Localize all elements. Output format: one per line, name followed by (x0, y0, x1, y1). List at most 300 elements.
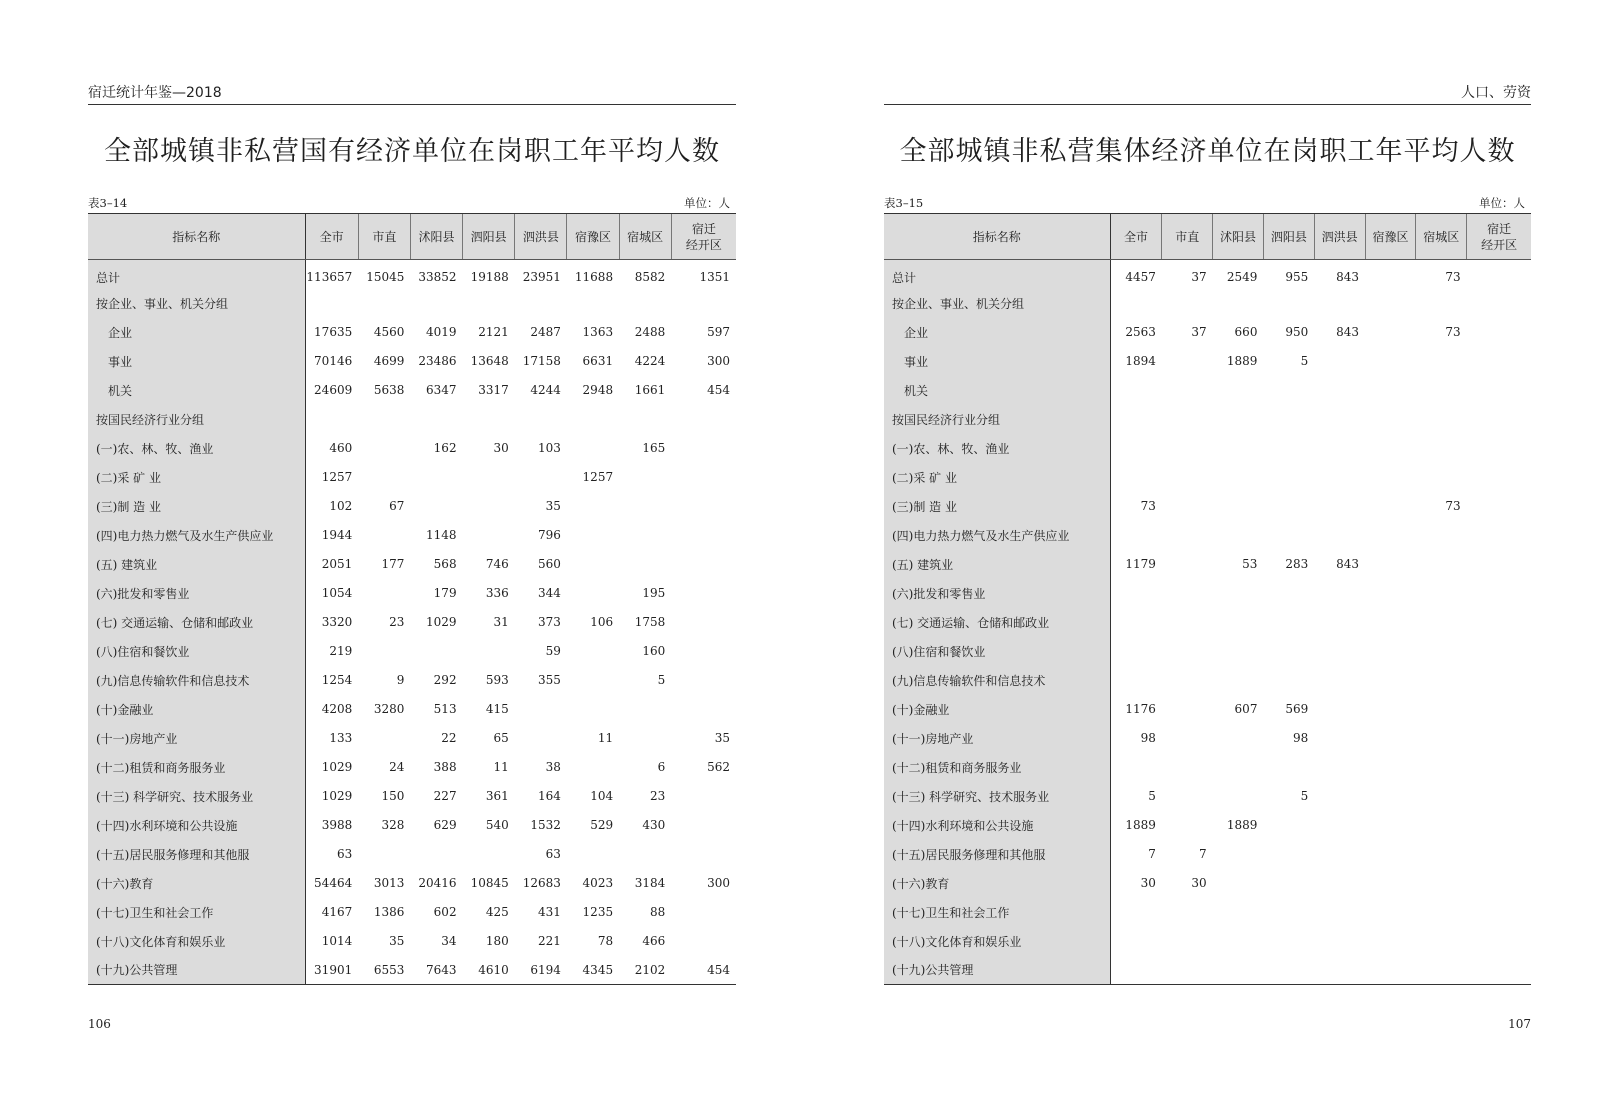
table-cell (1110, 637, 1162, 666)
table-cell: 660 (1234, 325, 1258, 339)
table-cell: 1944 (321, 528, 353, 542)
table-cell (1213, 579, 1264, 608)
table-cell (1467, 637, 1531, 666)
table-cell (567, 521, 619, 550)
column-header: 全市 (1110, 214, 1162, 260)
row-label: (八)住宿和餐饮业 (88, 637, 305, 666)
table-cell: 102 (329, 499, 353, 513)
table-cell (671, 898, 736, 927)
table-cell: 597 (707, 325, 730, 339)
table-cell (410, 637, 462, 666)
table-cell (1213, 898, 1264, 927)
table-cell: 11 (493, 760, 509, 774)
table-unit: 单位：人 (1479, 196, 1525, 210)
row-label: (十)金融业 (884, 695, 1110, 724)
table-cell: 300 (707, 354, 730, 368)
table-cell: 63 (336, 847, 353, 861)
table-cell (1416, 869, 1467, 898)
table-cell: 2948 (582, 383, 614, 397)
table-cell (1365, 898, 1416, 927)
table-cell (671, 521, 736, 550)
table-cell (1416, 724, 1467, 753)
table-cell: 227 (433, 789, 457, 803)
table-cell (671, 782, 736, 811)
table-row (88, 666, 736, 695)
table-cell: 425 (485, 905, 509, 919)
table-cell (1263, 434, 1314, 463)
table-cell (1416, 376, 1467, 405)
table-cell: 1889 (1226, 354, 1258, 368)
table-cell: 98 (1292, 731, 1309, 745)
table-row (884, 579, 1531, 608)
table-cell: 460 (329, 441, 353, 455)
table-cell (1213, 463, 1264, 492)
table-cell: 283 (1285, 557, 1309, 571)
table-cell (1162, 956, 1213, 985)
table-row (884, 724, 1531, 753)
table-row (88, 869, 736, 898)
table-cell: 1254 (321, 673, 353, 687)
table-cell (567, 666, 619, 695)
row-label: (十七)卫生和社会工作 (884, 898, 1110, 927)
row-label: 事业 (88, 347, 305, 376)
row-label: (三)制 造 业 (88, 492, 305, 521)
row-label: (十一)房地产业 (884, 724, 1110, 753)
table-cell (1213, 608, 1264, 637)
table-cell (1314, 376, 1365, 405)
table-cell (1263, 579, 1314, 608)
table-cell (567, 695, 619, 724)
table-row (88, 260, 736, 289)
table-cell (1467, 550, 1531, 579)
table-cell (358, 463, 410, 492)
table-cell: 2051 (321, 557, 353, 571)
table-cell: 5 (657, 673, 666, 687)
row-label: 企业 (88, 318, 305, 347)
table-cell: 17635 (314, 325, 353, 339)
table-cell (1467, 405, 1531, 434)
column-header: 宿迁 经开区 (1467, 214, 1531, 260)
table-cell: 431 (538, 905, 561, 919)
row-label: (二)采 矿 业 (884, 463, 1110, 492)
table-cell: 12683 (522, 876, 561, 890)
table-cell (1467, 289, 1531, 318)
table-cell (1467, 956, 1531, 985)
table-cell (1314, 782, 1365, 811)
table-row (88, 521, 736, 550)
page-title: 全部城镇非私营集体经济单位在岗职工年平均人数 (899, 136, 1516, 167)
table-cell (1416, 840, 1467, 869)
table-meta (88, 195, 736, 213)
table-cell (1314, 724, 1365, 753)
table-cell (1365, 869, 1416, 898)
table-cell (1314, 289, 1365, 318)
table-row (884, 869, 1531, 898)
table-cell (1213, 927, 1264, 956)
row-label: (一)农、林、牧、渔业 (884, 434, 1110, 463)
table-cell (1162, 666, 1213, 695)
table-cell (619, 405, 671, 434)
table-cell (671, 289, 736, 318)
table-cell (1110, 956, 1162, 985)
table-cell (1467, 492, 1531, 521)
row-label: (十)金融业 (88, 695, 305, 724)
table-cell (1162, 347, 1213, 376)
table-cell: 20416 (418, 876, 457, 890)
table-cell: 593 (485, 673, 509, 687)
table-cell (1365, 289, 1416, 318)
column-header: 泗阳县 (463, 214, 515, 260)
table-cell: 602 (433, 905, 457, 919)
table-cell (1263, 376, 1314, 405)
table-cell (358, 434, 410, 463)
table-cell: 1661 (634, 383, 666, 397)
table-cell (619, 289, 671, 318)
row-label: (六)批发和零售业 (88, 579, 305, 608)
table-cell (1263, 289, 1314, 318)
table-cell (671, 463, 736, 492)
column-header: 宿城区 (619, 214, 671, 260)
table-cell: 4019 (426, 325, 457, 339)
table-cell: 355 (538, 673, 561, 687)
table-cell (1365, 724, 1416, 753)
row-label: (十四)水利环境和公共设施 (884, 811, 1110, 840)
table-cell (358, 724, 410, 753)
table-cell (1263, 869, 1314, 898)
table-cell: 24609 (314, 383, 353, 397)
table-cell (358, 840, 410, 869)
table-cell (410, 405, 462, 434)
table-cell (463, 492, 515, 521)
table-cell (1365, 956, 1416, 985)
table-cell: 23 (649, 789, 666, 803)
table-cell: 35 (389, 934, 405, 948)
table-cell: 5 (1148, 789, 1156, 803)
table-cell (1416, 956, 1467, 985)
row-label: 机关 (884, 376, 1110, 405)
table-cell (1365, 579, 1416, 608)
table-cell: 540 (485, 818, 509, 832)
table-cell: 955 (1285, 270, 1309, 285)
table-cell (463, 637, 515, 666)
table-row (884, 434, 1531, 463)
table-cell: 3184 (634, 876, 666, 890)
table-cell: 843 (1336, 557, 1360, 571)
table-cell: 3988 (321, 818, 353, 832)
table-number: 表3–15 (884, 196, 924, 210)
table-cell (1263, 898, 1314, 927)
table-cell: 88 (649, 905, 666, 919)
row-label: 按企业、事业、机关分组 (88, 289, 305, 318)
table-cell: 33852 (418, 270, 457, 285)
table-cell (1365, 550, 1416, 579)
table-cell (1213, 434, 1264, 463)
table-cell: 73 (1445, 325, 1461, 339)
table-cell: 17158 (522, 354, 561, 368)
row-label: (十九)公共管理 (884, 956, 1110, 985)
table-cell (1263, 463, 1314, 492)
table-cell: 1758 (634, 615, 666, 629)
table-cell (619, 695, 671, 724)
table-cell: 746 (485, 557, 509, 571)
column-header: 市直 (1162, 214, 1213, 260)
table-cell (1314, 840, 1365, 869)
table-cell (567, 637, 619, 666)
stat-table (88, 213, 736, 985)
table-cell: 2121 (478, 325, 509, 339)
table-cell (1467, 898, 1531, 927)
table-row (884, 811, 1531, 840)
table-cell (567, 405, 619, 434)
table-cell (358, 289, 410, 318)
table-cell (1467, 782, 1531, 811)
table-row (88, 318, 736, 347)
table-cell (1416, 347, 1467, 376)
table-cell (1213, 956, 1264, 985)
running-head: 宿迁统计年鉴—2018 (88, 83, 736, 105)
table-cell (1110, 666, 1162, 695)
table-cell: 430 (642, 818, 666, 832)
table-cell (1365, 927, 1416, 956)
table-cell (671, 637, 736, 666)
table-cell (1162, 724, 1213, 753)
table-cell (567, 579, 619, 608)
table-cell (1213, 753, 1264, 782)
table-cell: 1889 (1125, 818, 1156, 832)
table-cell: 1176 (1125, 702, 1156, 716)
table-cell (1110, 289, 1162, 318)
table-cell: 843 (1336, 325, 1360, 339)
table-cell: 300 (707, 876, 730, 890)
table-cell: 35 (545, 499, 561, 513)
table-cell (1314, 927, 1365, 956)
table-cell: 7643 (410, 956, 462, 985)
row-label: 总计 (88, 260, 305, 289)
row-label: (四)电力热力燃气及水生产供应业 (884, 521, 1110, 550)
table-row (88, 289, 736, 318)
table-cell (1416, 463, 1467, 492)
row-label: (五) 建筑业 (884, 550, 1110, 579)
table-cell: 150 (381, 789, 405, 803)
table-cell: 37 (1191, 270, 1207, 285)
table-cell: 98 (1140, 731, 1156, 745)
table-cell (358, 405, 410, 434)
table-cell (619, 463, 671, 492)
row-label: (十六)教育 (884, 869, 1110, 898)
table-cell (1314, 492, 1365, 521)
table-cell (1263, 666, 1314, 695)
table-row (884, 927, 1531, 956)
table-cell (1467, 260, 1531, 289)
table-row (884, 782, 1531, 811)
table-cell: 4560 (373, 325, 405, 339)
table-cell: 454 (707, 383, 730, 397)
table-cell (1365, 376, 1416, 405)
table-cell (1467, 753, 1531, 782)
table-cell: 180 (485, 934, 509, 948)
table-cell (671, 695, 736, 724)
table-cell: 5 (1300, 789, 1309, 803)
table-row (88, 492, 736, 521)
table-row (884, 289, 1531, 318)
table-unit: 单位：人 (684, 196, 730, 210)
table-cell (1263, 840, 1314, 869)
table-cell (1416, 405, 1467, 434)
table-cell: 1029 (321, 789, 353, 803)
table-cell: 6631 (582, 354, 614, 368)
table-cell: 23486 (418, 354, 457, 368)
table-cell: 1532 (530, 818, 561, 832)
table-row (884, 405, 1531, 434)
table-cell (305, 289, 358, 318)
table-cell (1110, 927, 1162, 956)
table-cell: 415 (485, 702, 509, 716)
table-cell: 13648 (470, 354, 509, 368)
table-cell (1110, 521, 1162, 550)
table-cell: 6553 (358, 956, 410, 985)
table-cell (1314, 521, 1365, 550)
row-label: (十二)租赁和商务服务业 (884, 753, 1110, 782)
row-label: (九)信息传输软件和信息技术 (88, 666, 305, 695)
table-cell (1365, 347, 1416, 376)
table-cell (619, 840, 671, 869)
table-cell (671, 927, 736, 956)
table-header-row (884, 214, 1531, 260)
table-cell: 388 (433, 760, 457, 774)
table-cell (1263, 492, 1314, 521)
table-cell (1110, 579, 1162, 608)
table-cell (1467, 840, 1531, 869)
table-meta (884, 195, 1531, 213)
table-cell: 70146 (314, 354, 353, 368)
table-cell: 23951 (522, 270, 561, 285)
table-cell: 796 (538, 528, 561, 542)
table-cell (567, 753, 619, 782)
table-cell (1162, 637, 1213, 666)
table-cell (1365, 434, 1416, 463)
table-cell (515, 289, 567, 318)
table-cell: 30 (493, 441, 509, 455)
table-cell (1314, 869, 1365, 898)
table-row (884, 898, 1531, 927)
table-cell (358, 579, 410, 608)
table-cell (515, 463, 567, 492)
table-cell (1365, 666, 1416, 695)
table-cell (1365, 637, 1416, 666)
table-cell: 3320 (321, 615, 353, 629)
table-cell (619, 521, 671, 550)
table-cell: 31 (493, 615, 509, 629)
table-cell: 11 (597, 731, 614, 745)
table-cell: 7 (1199, 847, 1207, 861)
table-cell (1365, 608, 1416, 637)
table-row (884, 347, 1531, 376)
table-cell: 63 (545, 847, 561, 861)
table-cell (1467, 608, 1531, 637)
table-cell: 328 (381, 818, 405, 832)
table-cell (1314, 666, 1365, 695)
table-cell: 24 (389, 760, 405, 774)
page-title: 全部城镇非私营国有经济单位在岗职工年平均人数 (104, 136, 720, 167)
page-number: 106 (88, 1017, 111, 1031)
table-cell: 4345 (567, 956, 619, 985)
table-cell (1365, 811, 1416, 840)
table-cell (1467, 695, 1531, 724)
table-cell (1365, 405, 1416, 434)
table-cell (515, 405, 567, 434)
table-cell: 466 (642, 934, 666, 948)
table-cell (671, 811, 736, 840)
table-cell: 23 (389, 615, 405, 629)
table-cell (1365, 463, 1416, 492)
table-cell (567, 550, 619, 579)
table-cell (1162, 550, 1213, 579)
table-cell (1416, 550, 1467, 579)
table-cell (671, 405, 736, 434)
table-row (88, 956, 736, 985)
table-cell: 9 (396, 673, 405, 687)
table-cell (410, 840, 462, 869)
table-cell (1314, 405, 1365, 434)
table-cell (1162, 927, 1213, 956)
table-cell: 5638 (373, 383, 405, 397)
running-head: 人口、劳资 (884, 83, 1531, 105)
table-cell (1365, 318, 1416, 347)
table-row (88, 463, 736, 492)
table-cell (1263, 608, 1314, 637)
table-cell (1314, 956, 1365, 985)
row-label: (八)住宿和餐饮业 (884, 637, 1110, 666)
table-cell (410, 463, 462, 492)
row-label: (十二)租赁和商务服务业 (88, 753, 305, 782)
table-row (88, 927, 736, 956)
row-label: (十三) 科学研究、技术服务业 (88, 782, 305, 811)
table-row (88, 608, 736, 637)
table-cell: 53 (1242, 557, 1258, 571)
table-cell (1162, 811, 1213, 840)
table-cell (1365, 521, 1416, 550)
table-cell: 59 (545, 644, 561, 658)
table-row (88, 376, 736, 405)
table-cell (305, 405, 358, 434)
table-cell: 336 (485, 586, 509, 600)
column-header: 市直 (358, 214, 410, 260)
table-row (88, 695, 736, 724)
table-cell (1416, 927, 1467, 956)
table-cell: 113657 (306, 270, 353, 285)
column-header: 宿城区 (1416, 214, 1467, 260)
table-cell (1110, 463, 1162, 492)
table-row (88, 347, 736, 376)
table-cell: 513 (433, 702, 457, 716)
table-cell (1416, 898, 1467, 927)
column-header: 沭阳县 (410, 214, 462, 260)
table-cell (671, 840, 736, 869)
table-cell: 165 (642, 441, 666, 455)
table-cell (1314, 898, 1365, 927)
column-header: 泗阳县 (1263, 214, 1314, 260)
table-cell (1263, 927, 1314, 956)
table-cell (671, 492, 736, 521)
table-cell (1263, 405, 1314, 434)
table-cell (1213, 492, 1264, 521)
table-cell: 4610 (463, 956, 515, 985)
table-cell: 67 (389, 499, 405, 513)
table-cell (567, 840, 619, 869)
table-cell (1416, 695, 1467, 724)
table-cell (671, 550, 736, 579)
table-cell: 54464 (314, 876, 353, 890)
